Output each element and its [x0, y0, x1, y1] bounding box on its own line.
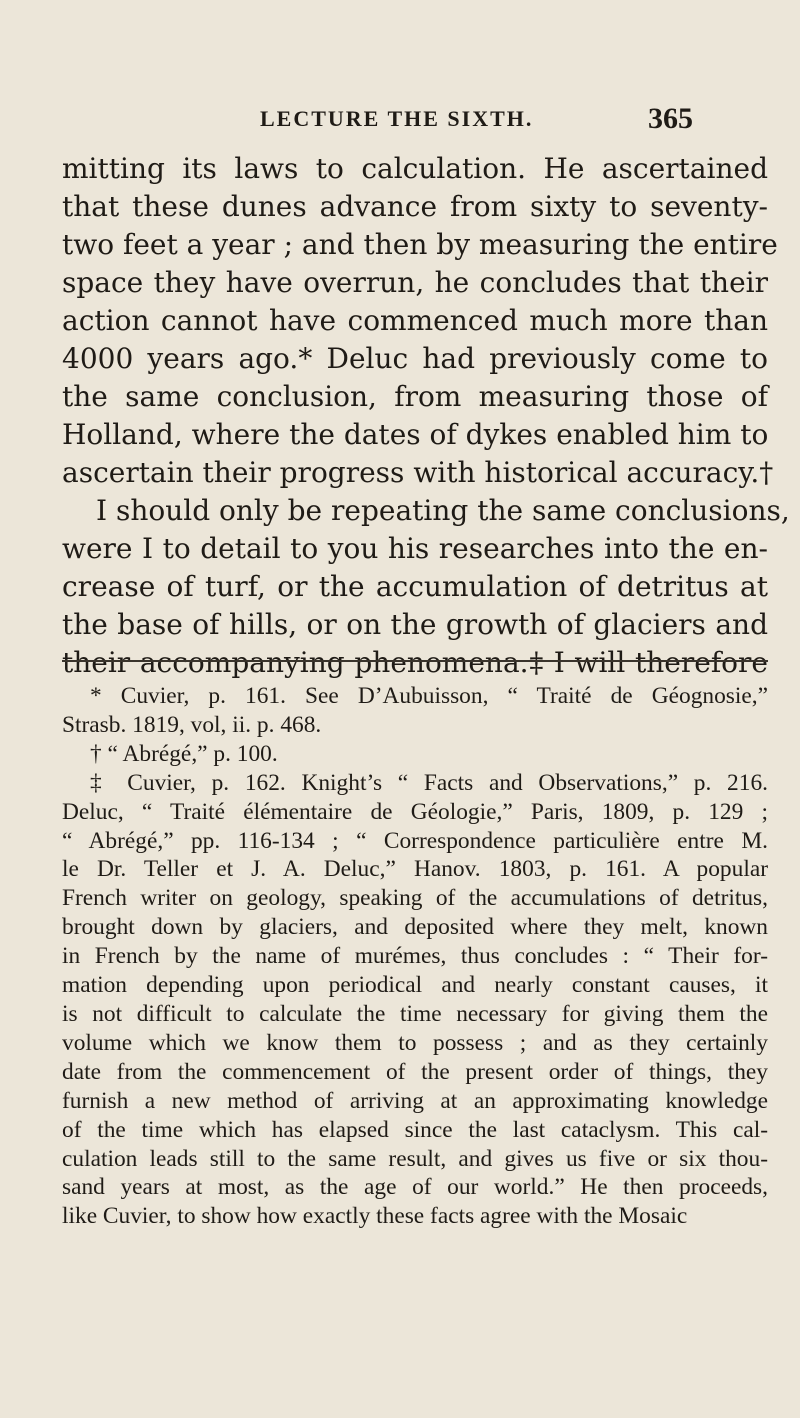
footnote-line: Deluc, “ Traité élémentaire de Géologie,” Paris, 1809, p. 129 ;	[62, 798, 768, 825]
footnote-line: like Cuvier, to show how exactly these facts agree with the Mosaic	[62, 1203, 688, 1230]
footnote-line: furnish a new method of arriving at an approximating knowledge	[62, 1087, 768, 1114]
footnote-line: of the time which has elapsed since the last cataclysm. This cal-	[62, 1116, 768, 1143]
footnote-divider	[62, 660, 768, 662]
body-line: crease of turf, or the accumulation of detritus at	[62, 570, 768, 603]
footnote-line: “ Abrégé,” pp. 116-134 ; “ Correspondence particulière entre M.	[62, 827, 768, 854]
body-line: 4000 years ago.* Deluc had previously come to	[62, 342, 768, 375]
footnote-line: * Cuvier, p. 161. See D’Aubuisson, “ Traité de Géognosie,”	[90, 683, 768, 709]
footnote-line: culation leads still to the same result, and gives us five or six thou-	[62, 1145, 768, 1172]
page-number: 365	[648, 102, 693, 135]
body-line: ascertain their progress with historical accuracy.†	[62, 456, 774, 489]
footnote-line: le Dr. Teller et J. A. Deluc,” Hanov. 1803, p. 161. A popular	[62, 856, 768, 883]
body-line: the base of hills, or on the growth of glaciers and	[62, 608, 768, 641]
footnote-line: Strasb. 1819, vol, ii. p. 468.	[62, 711, 322, 738]
body-line: two feet a year ; and then by measuring the entire	[62, 228, 778, 261]
footnote-line: brought down by glaciers, and deposited where they melt, known	[62, 914, 768, 941]
body-line: mitting its laws to calculation. He ascertained	[62, 152, 768, 185]
footnote-line: † “ Abrégé,” p. 100.	[90, 740, 278, 767]
page-header	[0, 100, 800, 140]
footnote-line: French writer on geology, speaking of the accumulations of detritus,	[62, 885, 768, 912]
footnote-line: ‡ Cuvier, p. 162. Knight’s “ Facts and Observations,” p. 216.	[90, 769, 768, 796]
body-text	[62, 150, 790, 682]
footnote-line: date from the commencement of the present order of things, they	[62, 1058, 768, 1085]
footnote-line: is not difficult to calculate the time necessary for giving them the	[62, 1000, 768, 1027]
footnote-line: mation depending upon periodical and nearly constant causes, it	[62, 972, 768, 999]
footnote-line: volume which we know them to possess ; and as they certainly	[62, 1029, 768, 1056]
footnote-line: in French by the name of murémes, thus concludes : “ Their for-	[62, 943, 768, 970]
footnotes	[62, 682, 768, 1231]
body-line: were I to detail to you his researches into the en-	[62, 532, 768, 565]
running-head: LECTURE THE SIXTH.	[260, 106, 534, 131]
body-line: space they have overrun, he concludes that their	[62, 266, 768, 299]
body-line: that these dunes advance from sixty to seventy-	[62, 190, 768, 223]
body-line: the same conclusion, from measuring those of	[62, 380, 768, 413]
body-line: Holland, where the dates of dykes enabled him to	[62, 418, 769, 451]
body-line: their accompanying phenomena.‡ I will therefore	[62, 646, 768, 679]
body-line: action cannot have commenced much more than	[62, 304, 768, 337]
body-line: I should only be repeating the same conclusions,	[96, 494, 790, 527]
footnote-line: sand years at most, as the age of our world.” He then proceeds,	[62, 1174, 768, 1201]
